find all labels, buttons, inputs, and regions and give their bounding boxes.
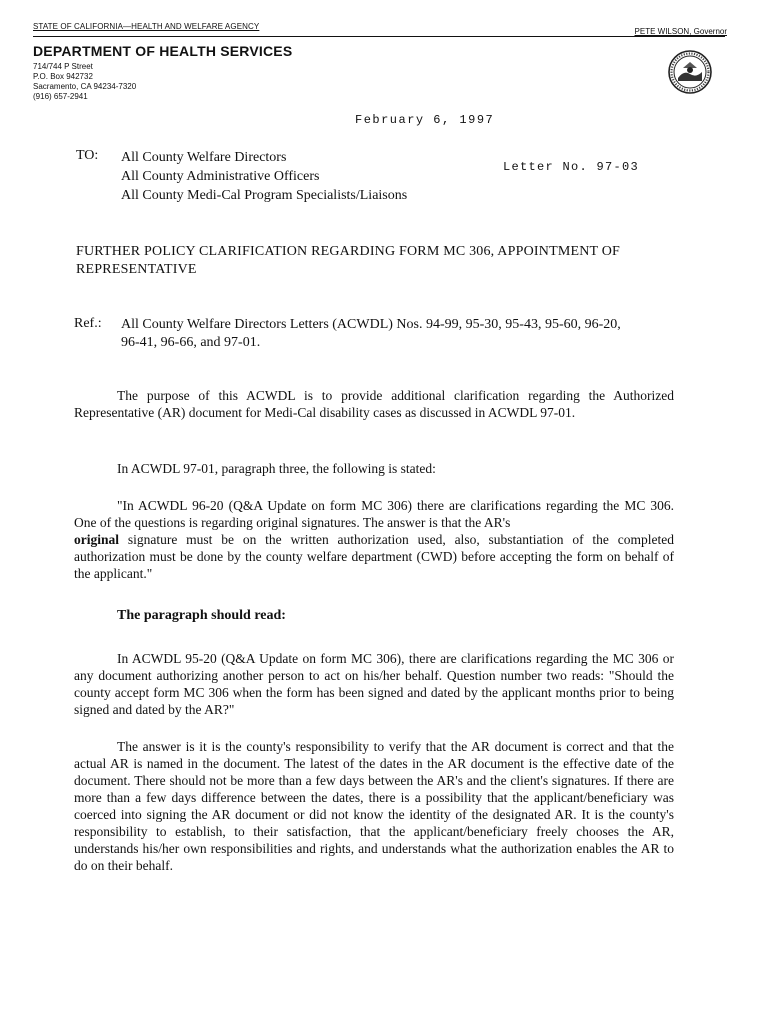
reference-label: Ref.:: [74, 316, 102, 331]
subject-line: FURTHER POLICY CLARIFICATION REGARDING FORM MC 306, APPOINTMENT OF REPRESENTATIVE: [76, 244, 621, 277]
agency-header: STATE OF CALIFORNIA—HEALTH AND WELFARE AGENCY: [33, 22, 260, 31]
answer-paragraph: The answer is it is the county's responsibility to verify that the AR document is correct and that the actual AR is named in the document. The latest of the dates in the AR document is the effective date of the document. There should not be more than a few days between the AR's and the client's signatures. If there are more than a few days difference between the dates, there is a possibility that the applicant/beneficiary was coerced into signing the AR document or did not know the identity of the designated AR. It is the county's responsibility to establish, to their satisfaction, that the applicant/beneficiary freely chooses the AR, understands his/her own responsibilities and rights, and understands what the authorization enables the AR to do on their behalf.: [74, 739, 674, 873]
corrected-paragraph: In ACWDL 95-20 (Q&A Update on form MC 306), there are clarifications regarding the MC 306 or any document authorizing another person to act on his/her behalf. Question number two reads: "Should the county accept form MC 306 when the form has been signed and dated by the applicant months prior to being signed and dated by the AR?": [74, 651, 674, 717]
stated-paragraph: In ACWDL 97-01, paragraph three, the following is stated:: [117, 461, 436, 476]
address-line: 714/744 P Street: [33, 62, 93, 71]
recipient: All County Administrative Officers: [121, 169, 320, 184]
letter-date: February 6, 1997: [355, 113, 495, 127]
department-name: DEPARTMENT OF HEALTH SERVICES: [33, 43, 293, 59]
reference-text: All County Welfare Directors Letters (ACWDL) Nos. 94-99, 95-30, 95-43, 95-60, 96-20, 96-41, 96-66, and 97-01.: [121, 317, 621, 350]
address-line: Sacramento, CA 94234-7320: [33, 82, 137, 91]
to-label: TO:: [76, 148, 99, 163]
department-address: [33, 62, 136, 102]
recipient: All County Welfare Directors: [121, 150, 287, 165]
purpose-paragraph: The purpose of this ACWDL is to provide additional clarification regarding the Authorized Representative (AR) document for Medi-Cal disability cases as discussed in ACWDL 97-01.: [74, 388, 674, 420]
recipient: All County Medi-Cal Program Specialists/Liaisons: [121, 188, 408, 203]
quote-bold-word: original: [74, 532, 120, 547]
recipient-list: [121, 148, 407, 205]
quoted-paragraph: [74, 497, 674, 582]
address-line: (916) 657-2941: [33, 92, 88, 101]
governor-name: PETE WILSON, Governor: [634, 27, 727, 36]
letter-number: Letter No. 97-03: [503, 160, 640, 174]
state-seal-icon: [668, 50, 712, 94]
quote-text-after: signature must be on the written authorization used, also, substantiation of the completed authorization must be done by the county welfare department (CWD) before accepting the form on behalf of the applicant.": [74, 532, 674, 581]
quote-text-before: "In ACWDL 96-20 (Q&A Update on form MC 306) there are clarifications regarding the MC 306. One of the questions is regarding original signatures. The answer is that the AR's: [74, 498, 674, 530]
header-rule: [33, 36, 725, 37]
address-line: P.O. Box 942732: [33, 72, 93, 81]
should-read-heading: The paragraph should read:: [117, 608, 286, 623]
